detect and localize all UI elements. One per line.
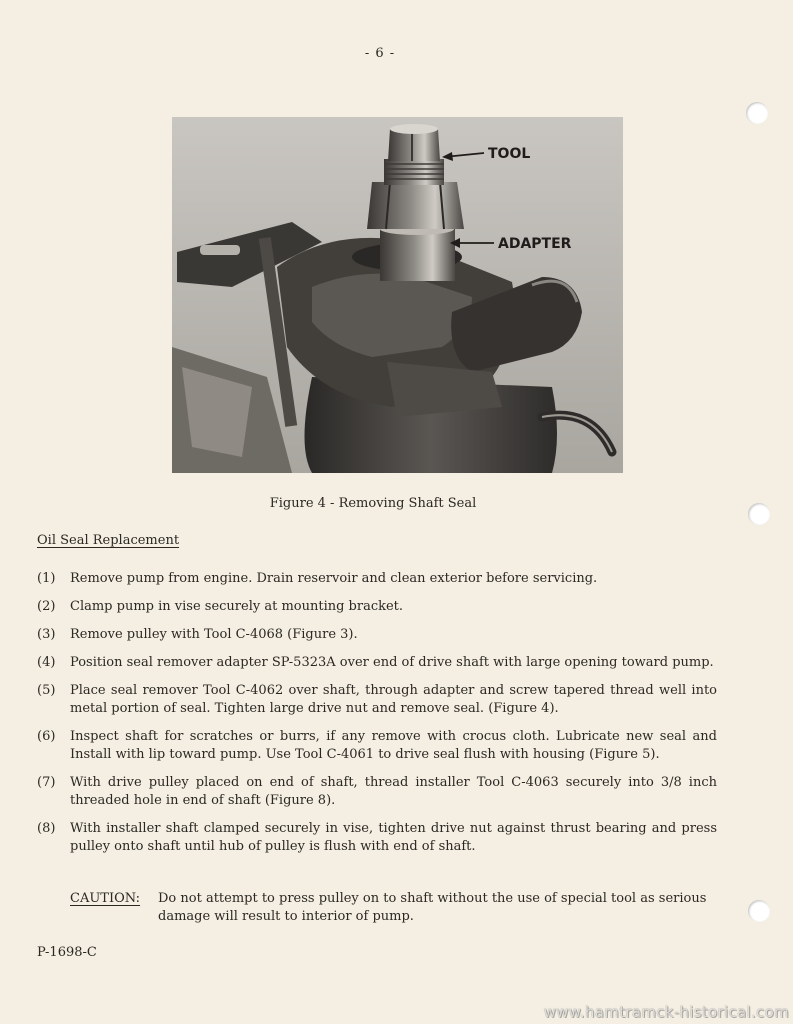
step-item xyxy=(37,570,717,588)
watermark: www.hamtramck-historical.com xyxy=(543,1003,789,1021)
step-number: (3) xyxy=(37,627,56,642)
step-item xyxy=(37,774,717,810)
step-item xyxy=(37,626,717,644)
binder-hole-bottom xyxy=(748,900,770,922)
step-item xyxy=(37,598,717,616)
section-heading: Oil Seal Replacement xyxy=(37,533,180,548)
step-number: (8) xyxy=(37,821,56,836)
step-number: (7) xyxy=(37,775,56,790)
step-number: (4) xyxy=(37,655,56,670)
binder-hole-top xyxy=(746,102,768,124)
procedure-steps xyxy=(37,570,717,866)
tool-label: TOOL xyxy=(488,146,531,162)
step-text: Clamp pump in vise securely at mounting bracket. xyxy=(70,599,404,614)
binder-hole-middle xyxy=(748,503,770,525)
caution-note xyxy=(70,890,715,926)
step-number: (1) xyxy=(37,571,56,586)
step-text: Place seal remover Tool C-4062 over shaft, through adapter and screw tapered thread well into metal portion of seal. Tighten large drive nut and remove seal. (Figure 4). xyxy=(70,683,717,716)
pump-photo-illustration xyxy=(172,117,623,473)
step-item xyxy=(37,654,717,672)
step-text: Remove pump from engine. Drain reservoir and clean exterior before servicing. xyxy=(70,571,598,586)
caution-label: CAUTION: xyxy=(70,891,141,906)
step-text: With installer shaft clamped securely in vise, tighten drive nut against thrust bearing and press pulley onto shaft until hub of pulley is flush with end of shaft. xyxy=(70,821,717,854)
step-number: (5) xyxy=(37,683,56,698)
caution-text: Do not attempt to press pulley on to shaft without the use of special tool as serious damage will result to interior of pump. xyxy=(158,891,707,924)
step-item xyxy=(37,728,717,764)
step-item xyxy=(37,682,717,718)
figure-photo xyxy=(172,117,623,473)
adapter-label: ADAPTER xyxy=(498,236,572,252)
page-number: - 6 - xyxy=(364,46,396,61)
step-text: Remove pulley with Tool C-4068 (Figure 3). xyxy=(70,627,358,642)
step-number: (2) xyxy=(37,599,56,614)
step-number: (6) xyxy=(37,729,56,744)
step-text: With drive pulley placed on end of shaft, thread installer Tool C-4063 securely into 3/8 inch threaded hole in end of shaft (Figure 8). xyxy=(70,775,717,808)
document-code: P-1698-C xyxy=(37,945,97,960)
step-item xyxy=(37,820,717,856)
step-text: Position seal remover adapter SP-5323A over end of drive shaft with large opening toward pump. xyxy=(70,655,714,670)
figure-caption: Figure 4 - Removing Shaft Seal xyxy=(269,496,477,511)
step-text: Inspect shaft for scratches or burrs, if any remove with crocus cloth. Lubricate new seal and Install with lip toward pump. Use Tool C-4061 to drive seal flush with housing (Figure 5). xyxy=(70,729,717,762)
